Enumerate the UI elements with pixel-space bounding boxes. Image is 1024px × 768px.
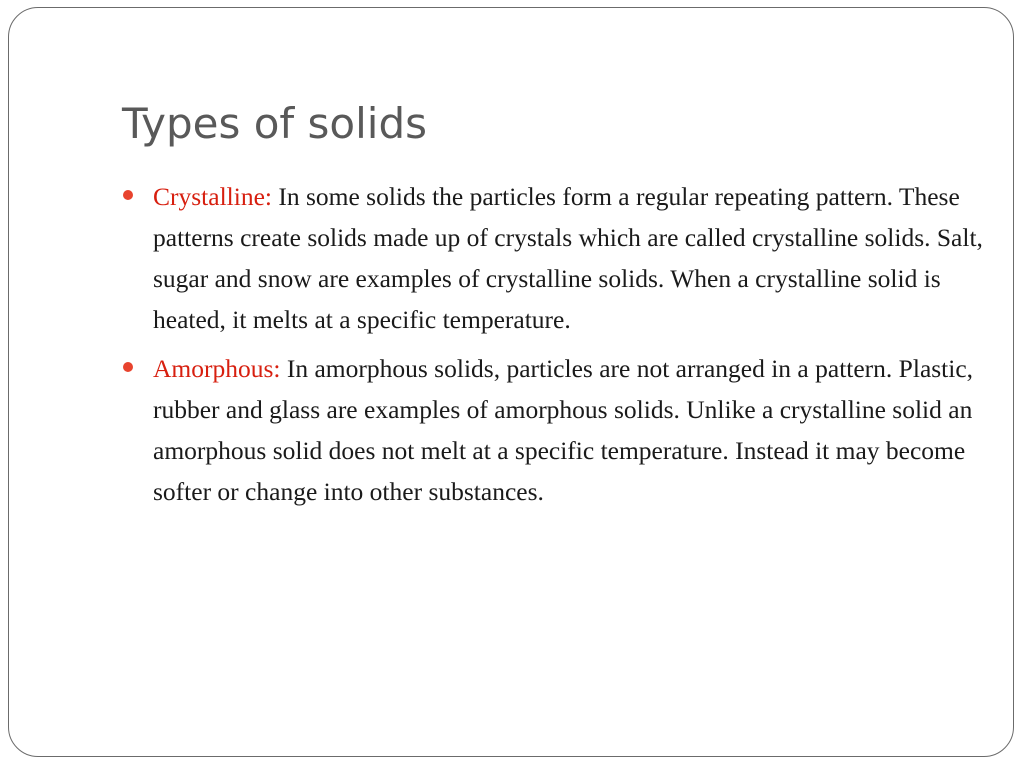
bullet-dot-icon bbox=[123, 362, 133, 372]
slide-frame bbox=[8, 7, 1014, 757]
bullet-dot-icon bbox=[123, 190, 133, 200]
bullet-text: In some solids the particles form a regular repeating pattern. These patterns create solids made up of crystals which are called crystalline solids. Salt, sugar and snow are examples of crystalline solids. When a crystalline solid is heated, it melts at a specific temperature. bbox=[153, 182, 983, 334]
bullet-item-amorphous bbox=[153, 348, 988, 512]
bullet-term: Amorphous: bbox=[153, 354, 281, 383]
slide-title: Types of solids bbox=[122, 99, 427, 148]
bullet-item-crystalline bbox=[153, 176, 988, 340]
bullet-term: Crystalline: bbox=[153, 182, 272, 211]
bullet-text: In amorphous solids, particles are not arranged in a pattern. Plastic, rubber and glass are examples of amorphous solids. Unlike a crystalline solid an amorphous solid does not melt at a specific temperature. Instead it may become softer or change into other substances. bbox=[153, 354, 974, 506]
bullet-list bbox=[153, 176, 988, 520]
